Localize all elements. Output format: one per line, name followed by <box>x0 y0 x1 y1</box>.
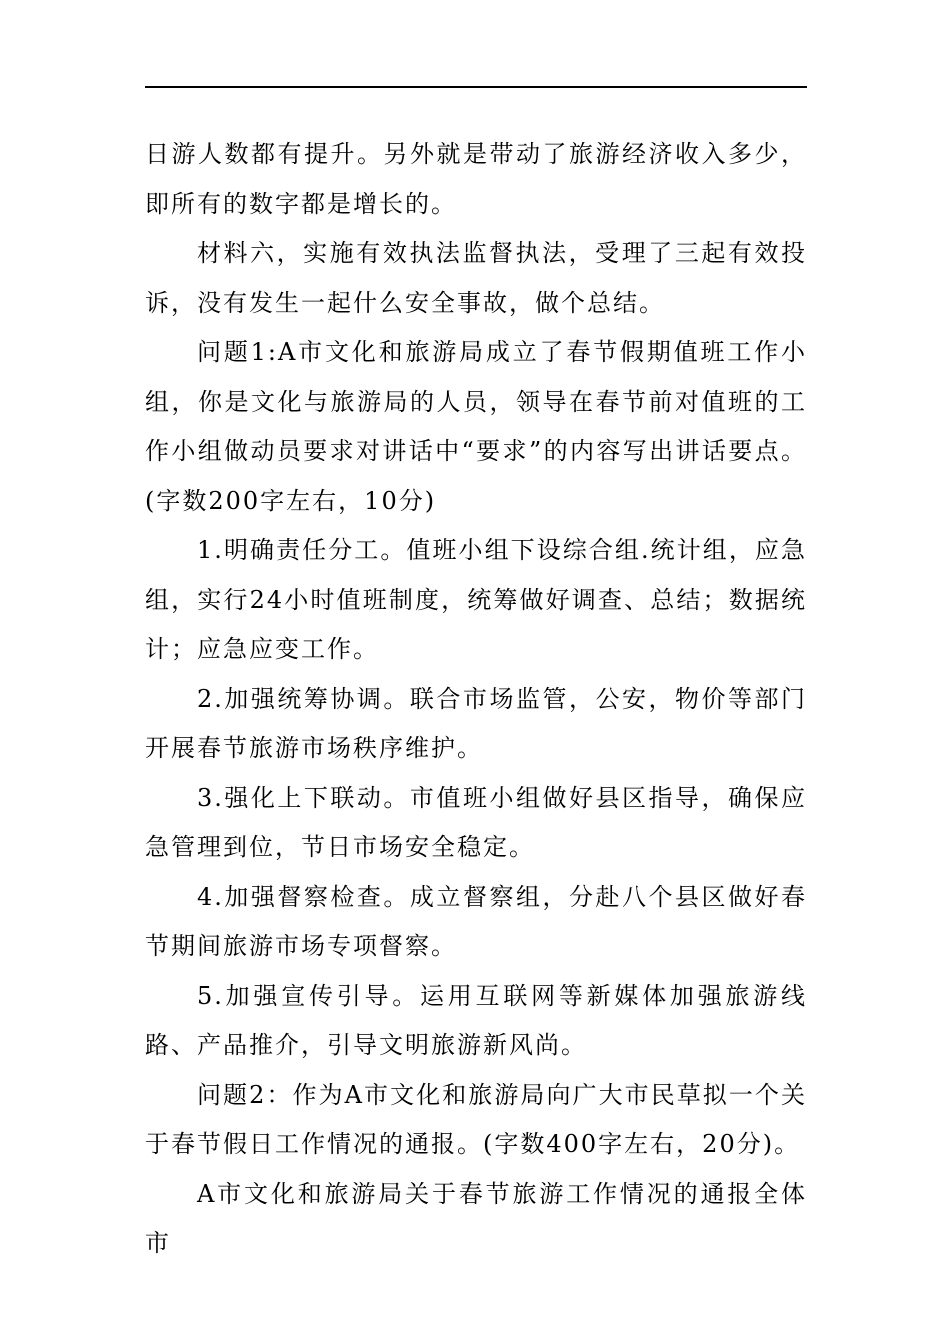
paragraph: 日游人数都有提升。另外就是带动了旅游经济收入多少，即所有的数字都是增长的。 <box>145 140 807 218</box>
paragraph: 问题2：作为A市文化和旅游局向广大市民草拟一个关于春节假日工作情况的通报。(字数400字左右，20分)。 <box>145 1080 807 1158</box>
paragraph: 3.强化上下联动。市值班小组做好县区指导，确保应急管理到位，节日市场安全稳定。 <box>145 783 807 861</box>
paragraph: 4.加强督察检查。成立督察组，分赴八个县区做好春节期间旅游市场专项督察。 <box>145 882 807 960</box>
paragraph: 材料六，实施有效执法监督执法，受理了三起有效投诉，没有发生一起什么安全事故，做个总结。 <box>145 239 807 317</box>
paragraph: 问题1:A市文化和旅游局成立了春节假期值班工作小组，你是文化与旅游局的人员，领导在春节前对值班的工作小组做动员要求对讲话中“要求”的内容写出讲话要点。(字数200字左右，10分) <box>145 338 807 515</box>
paragraph: 2.加强统筹协调。联合市场监管，公安，物价等部门开展春节旅游市场秩序维护。 <box>145 684 807 762</box>
header-rule <box>145 86 807 88</box>
document-body <box>145 130 807 1269</box>
paragraph: 5.加强宣传引导。运用互联网等新媒体加强旅游线路、产品推介，引导文明旅游新风尚。 <box>145 981 807 1059</box>
paragraph: 1.明确责任分工。值班小组下设综合组.统计组，应急组，实行24小时值班制度，统筹做好调查、总结；数据统计；应急应变工作。 <box>145 536 807 663</box>
paragraph: A市文化和旅游局关于春节旅游工作情况的通报全体市 <box>145 1179 807 1257</box>
